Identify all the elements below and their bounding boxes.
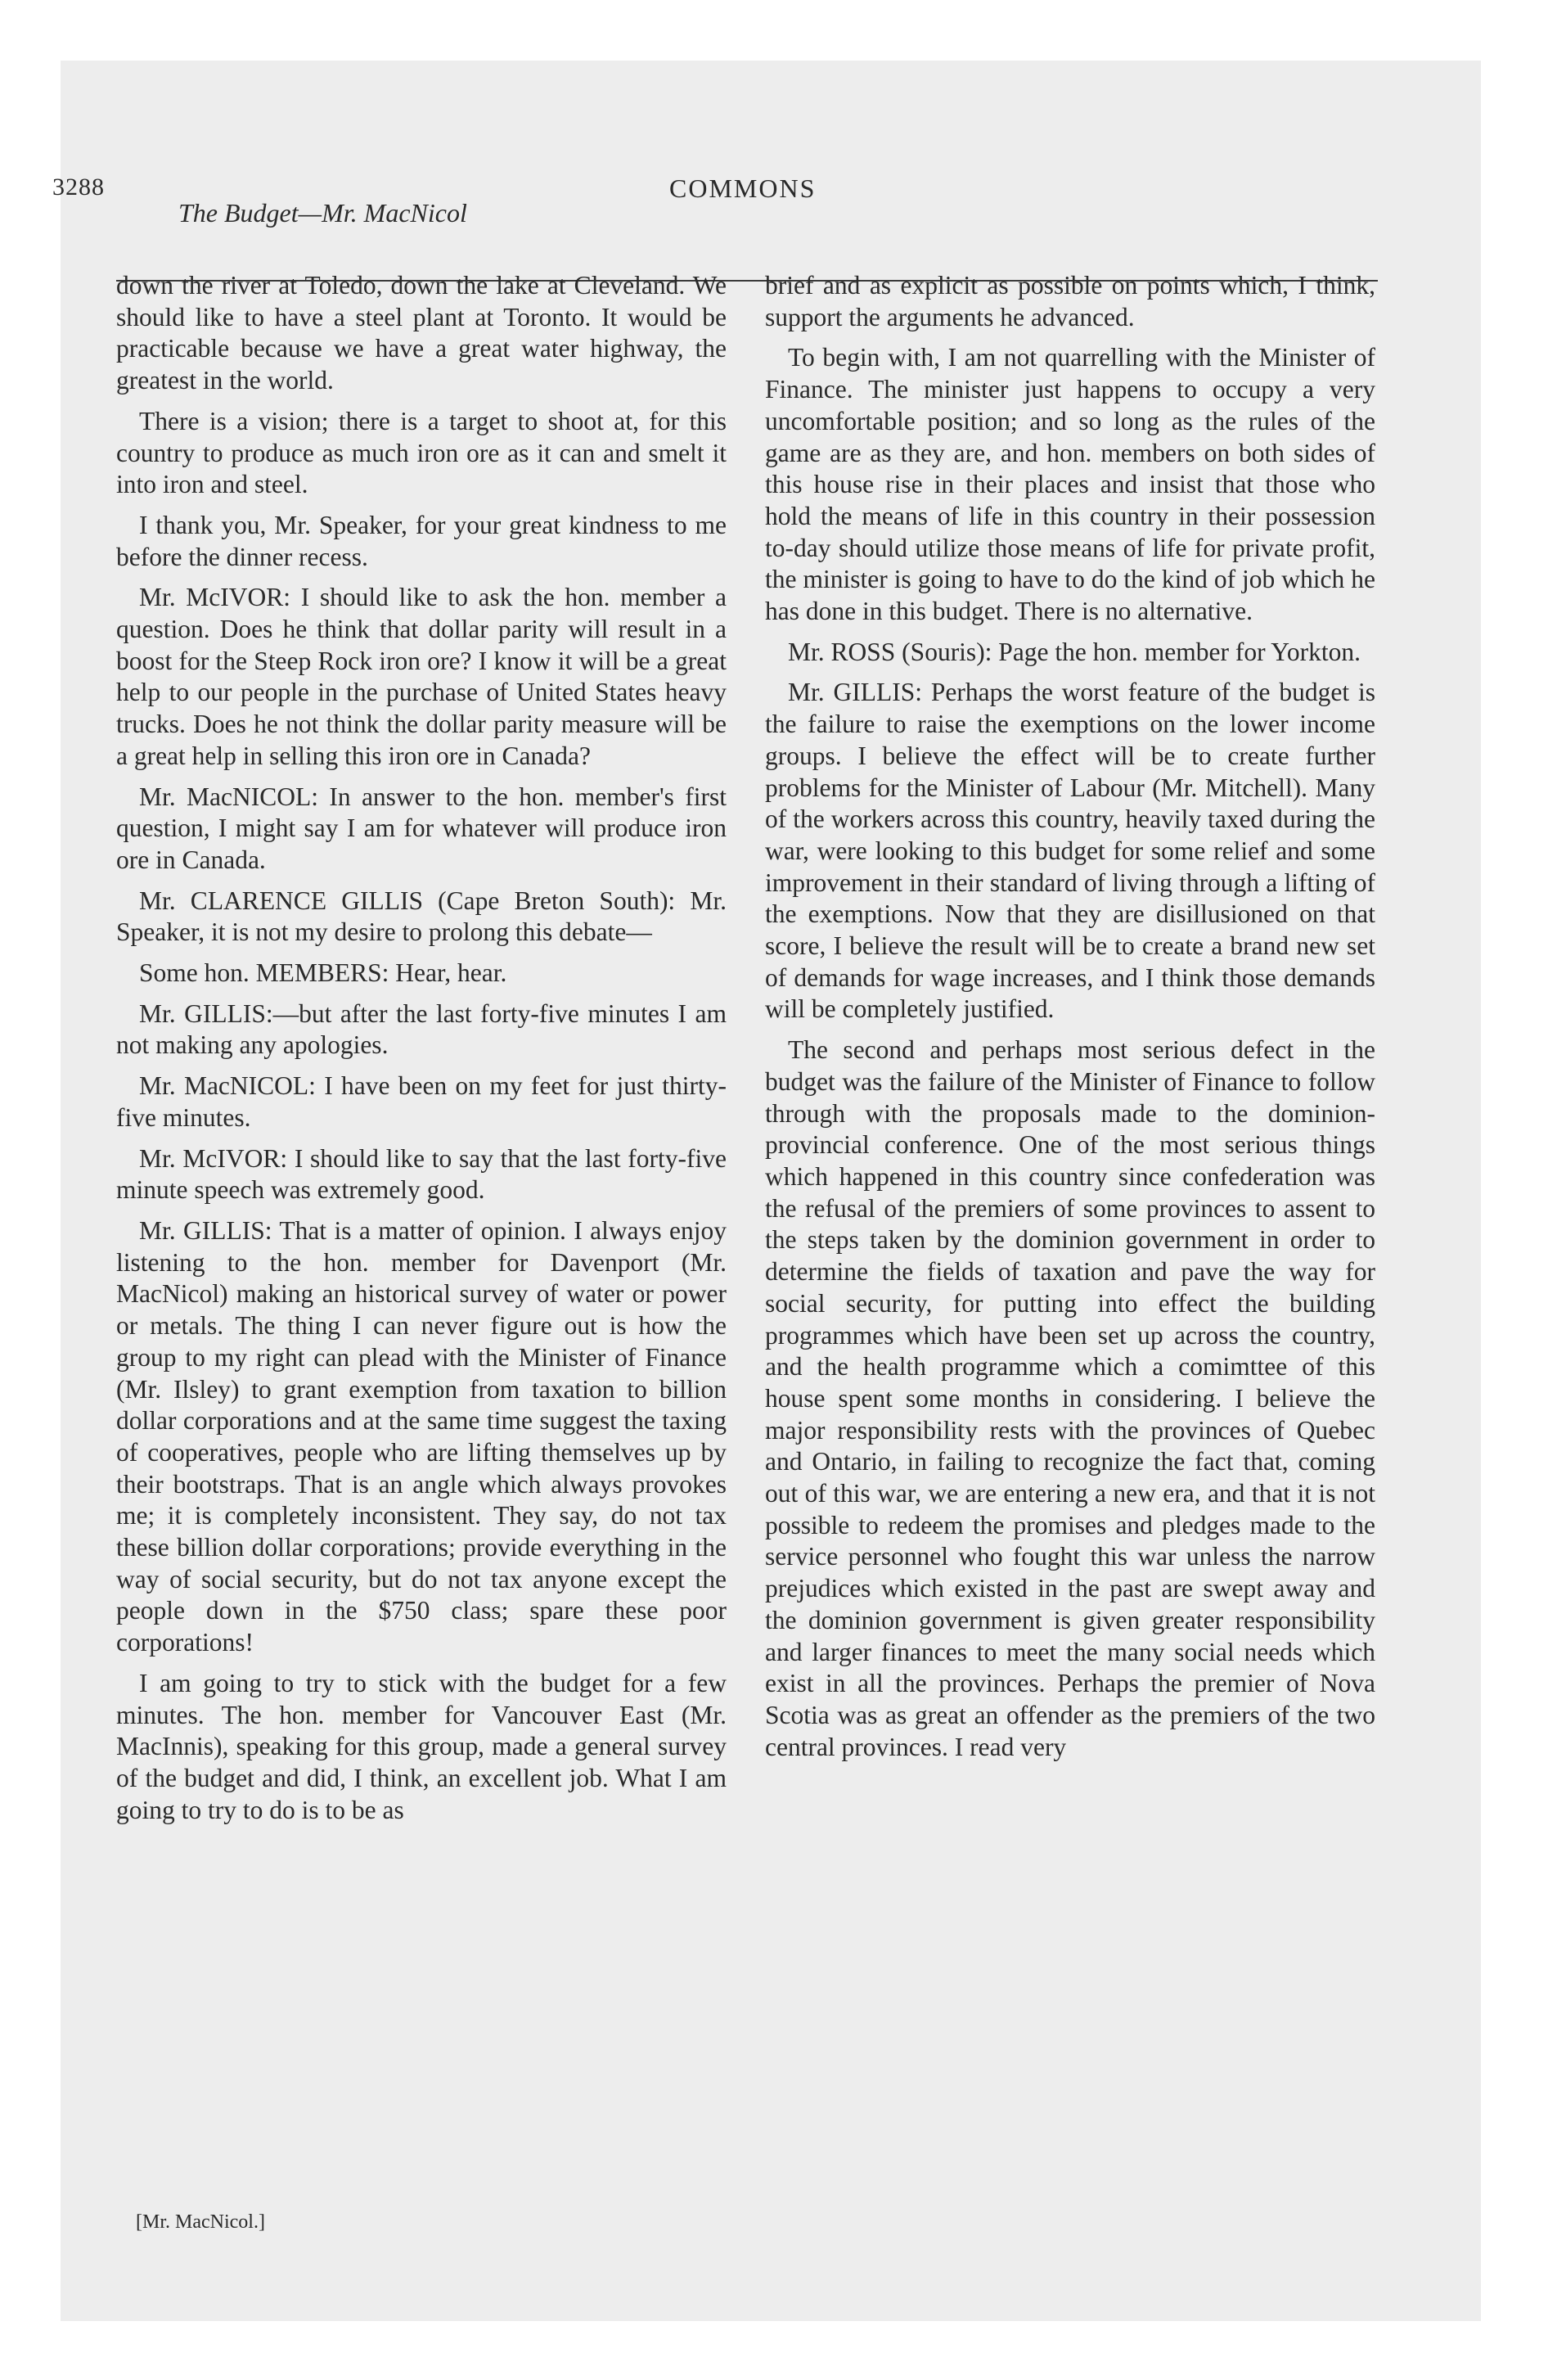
right-column (765, 270, 1375, 1772)
paragraph: Mr. McIVOR: I should like to say that the last forty-five minute speech was extremely good. (116, 1143, 727, 1205)
paragraph: Mr. MacNICOL: In answer to the hon. member's first question, I might say I am for whatever will produce iron ore in Canada. (116, 782, 727, 874)
paragraph: down the river at Toledo, down the lake at Cleveland. We should like to have a steel plant at Toronto. It would be practicable because we have a great water highway, the greatest in the world. (116, 271, 727, 395)
paragraph: Mr. MacNICOL: I have been on my feet for just thirty-five minutes. (116, 1071, 727, 1132)
section-title: COMMONS (669, 174, 817, 203)
paragraph: Mr. GILLIS: That is a matter of opinion. I always enjoy listening to the hon. member for Davenport (Mr. MacNicol) making an historical survey of water or power or metals. The thing I can never figure out is how the group to my right can plead with the Minister of Finance (Mr. Ilsley) to grant exemption from taxation to billion dollar corporations and at the same time suggest the taxing of cooperatives, people who are lifting themselves up by their bootstraps. That is an angle which always provokes me; it is completely inconsistent. They say, do not tax these billion dollar corporations; provide everything in the way of social security, but do not tax anyone except the people down in the $750 class; spare these poor corporations! (116, 1215, 727, 1657)
paragraph: Mr. CLARENCE GILLIS (Cape Breton South): Mr. Speaker, it is not my desire to prolong this debate— (116, 886, 727, 947)
paragraph: Mr. GILLIS:—but after the last forty-five minutes I am not making any apologies. (116, 998, 727, 1060)
left-column (116, 270, 727, 1835)
paragraph: The second and perhaps most serious defect in the budget was the failure of the Minister of Finance to follow through with the proposals made to the dominion-provincial conference. One of the most serious things which happened in this country since confederation was the refusal of the premiers of some provinces to assent to the steps taken by the dominion government in order to determine the fields of taxation and pave the way for social security, for putting into effect the building programmes which have been set up across the country, and the health programme which a comimttee of this house spent some months in considering. I believe the major responsibility rests with the provinces of Quebec and Ontario, in failing to recognize the fact that, coming out of this war, we are entering a new era, and that it is not possible to redeem the promises and pledges made to the service personnel who fought this war unless the narrow prejudices which existed in the past are swept away and the dominion government is given greater responsibility and larger finances to meet the many social needs which exist in all the provinces. Perhaps the premier of Nova Scotia was as great an offender as the premiers of the two central provinces. I read very (765, 1035, 1375, 1761)
paragraph: Some hon. MEMBERS: Hear, hear. (139, 958, 507, 988)
paragraph: brief and as explicit as possible on points which, I think, support the arguments he advanced. (765, 271, 1375, 331)
paragraph: Mr. ROSS (Souris): Page the hon. member for Yorkton. (788, 637, 1361, 666)
paragraph: I thank you, Mr. Speaker, for your great kindness to me before the dinner recess. (116, 510, 727, 571)
speaker-footnote: [Mr. MacNicol.] (136, 2211, 265, 2233)
paragraph: To begin with, I am not quarrelling with the Minister of Finance. The minister just happens to occupy a very uncomfortable position; and so long as the rules of the game are as they are, and hon. members on both sides of this house rise in their places and insist that those who hold the means of life in this country in their possession to-day should utilize those means of life for private profit, the minister is going to have to do the kind of job which he has done in this budget. There is no alternative. (765, 343, 1375, 626)
running-head: The Budget—Mr. MacNicol (178, 198, 467, 228)
page-number: 3288 (52, 174, 105, 201)
paragraph: There is a vision; there is a target to shoot at, for this country to produce as much iron ore as it can and smelt it into iron and steel. (116, 406, 727, 499)
paragraph: Mr. McIVOR: I should like to ask the hon. member a question. Does he think that dollar parity will result in a boost for the Steep Rock iron ore? I know it will be a great help to our people in the purchase of United States heavy trucks. Does he not think the dollar parity measure will be a great help in selling this iron ore in Canada? (116, 583, 727, 770)
paragraph: I am going to try to stick with the budget for a few minutes. The hon. member for Vancouver East (Mr. MacInnis), speaking for this group, made a general survey of the budget and did, I think, an excellent job. What I am going to try to do is to be as (116, 1668, 727, 1824)
paragraph: Mr. GILLIS: Perhaps the worst feature of the budget is the failure to raise the exemptions on the lower income groups. I believe the effect will be to create further problems for the Minister of Labour (Mr. Mitchell). Many of the workers across this country, heavily taxed during the war, were looking to this budget for some relief and some improvement in their standard of living through a lifting of the exemptions. Now that they are disillusioned on that score, I believe the result will be to create a brand new set of demands for wage increases, and I think those demands will be completely justified. (765, 678, 1375, 1024)
